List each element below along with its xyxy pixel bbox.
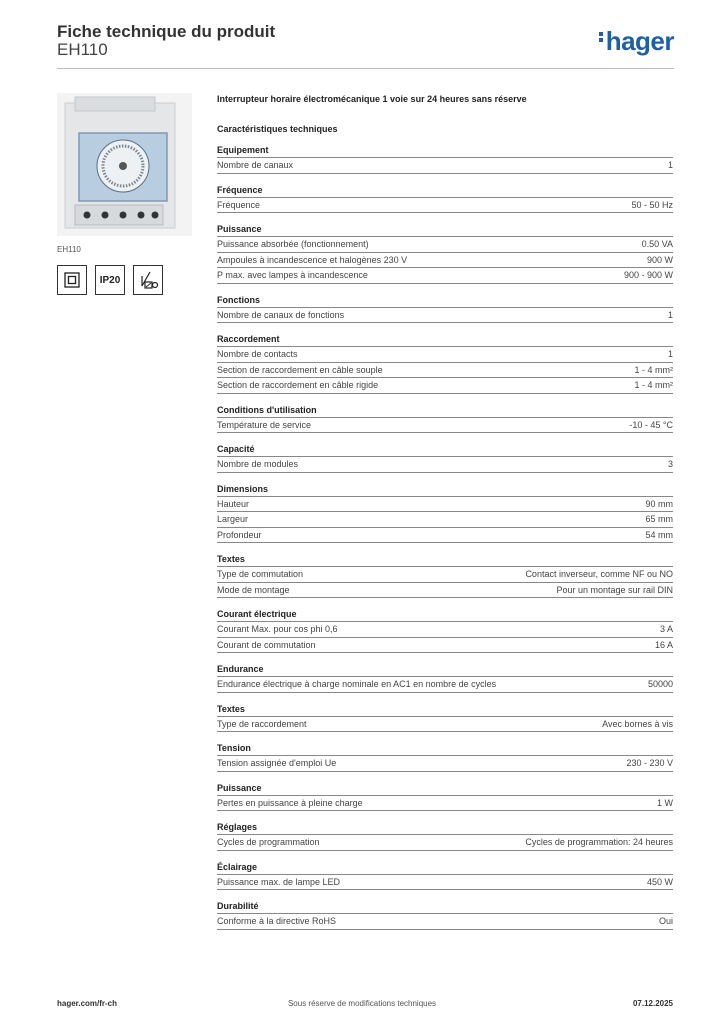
footer-website[interactable]: hager.com/fr-ch: [57, 999, 118, 1008]
spec-row: [217, 796, 673, 812]
spec-value: 450 W: [646, 876, 673, 887]
spec-value: 230 - 230 V: [626, 758, 673, 768]
footer-date: 07.12.2025: [632, 999, 673, 1008]
spec-row: [217, 512, 673, 528]
spec-section: [217, 295, 673, 324]
spec-value: 900 - 900 W: [623, 270, 673, 280]
spec-value: 50 - 50 Hz: [631, 199, 673, 210]
section-title: Réglages: [217, 822, 673, 835]
section-title: Éclairage: [217, 862, 673, 875]
spec-value: 1 - 4 mm²: [634, 380, 673, 390]
spec-label: P max. avec lampes à incandescence: [217, 270, 368, 280]
spec-section: [217, 862, 673, 891]
spec-value: 1: [667, 349, 673, 359]
spec-section: [217, 145, 673, 174]
spec-section: [217, 704, 673, 733]
spec-label: Cycles de programmation: [217, 837, 320, 847]
spec-row: [217, 756, 673, 772]
spec-row: [217, 347, 673, 363]
spec-value: 1: [667, 309, 673, 320]
spec-section: [217, 405, 673, 434]
spec-section: [217, 185, 673, 214]
spec-section: [217, 901, 673, 930]
spec-heading: Caractéristiques techniques: [217, 124, 338, 134]
spec-section: [217, 664, 673, 693]
section-title: Puissance: [217, 224, 673, 237]
spec-value: -10 - 45 °C: [629, 419, 673, 430]
spec-section: [217, 334, 673, 394]
section-title: Courant électrique: [217, 609, 673, 622]
hager-logo: [599, 26, 674, 57]
spec-value: 50000: [647, 679, 673, 689]
spec-label: Courant Max. pour cos phi 0,6: [217, 624, 338, 634]
section-title: Fonctions: [217, 295, 673, 308]
spec-section: [217, 783, 673, 812]
section-title: Durabilité: [217, 901, 673, 914]
section-title: Capacité: [217, 444, 673, 457]
spec-section: [217, 484, 673, 544]
spec-value: 1 - 4 mm²: [634, 364, 673, 375]
section-title: Conditions d'utilisation: [217, 405, 673, 418]
manual-switch-icon: [133, 265, 163, 295]
spec-sections: [217, 145, 673, 930]
spec-row: [217, 567, 673, 583]
spec-row: [217, 497, 673, 513]
page-title: Fiche technique du produit: [57, 22, 276, 41]
spec-row: [217, 308, 673, 324]
spec-section: [217, 822, 673, 851]
spec-value: Pour un montage sur rail DIN: [556, 584, 673, 595]
spec-row: [217, 638, 673, 654]
spec-label: Hauteur: [217, 498, 250, 509]
spec-section: [217, 224, 673, 284]
spec-section: [217, 444, 673, 473]
spec-row: [217, 158, 673, 174]
spec-value: Oui: [658, 916, 673, 926]
section-title: Textes: [217, 704, 673, 717]
spec-label: Nombre de modules: [217, 459, 299, 469]
spec-value: 0.50 VA: [641, 239, 673, 249]
image-caption: EH110: [57, 245, 81, 254]
spec-row: [217, 875, 673, 891]
spec-value: 900 W: [646, 254, 673, 265]
spec-row: [217, 835, 673, 851]
spec-value: 3: [667, 459, 673, 469]
spec-label: Profondeur: [217, 529, 262, 540]
spec-content: [217, 94, 673, 930]
section-title: Equipement: [217, 145, 673, 158]
spec-label: Fréquence: [217, 199, 261, 210]
spec-row: [217, 363, 673, 379]
section-title: Raccordement: [217, 334, 673, 347]
spec-section: [217, 554, 673, 598]
section-title: Puissance: [217, 783, 673, 796]
spec-value: 65 mm: [645, 514, 673, 524]
spec-section: [217, 609, 673, 653]
spec-row: [217, 583, 673, 599]
header-divider: [57, 68, 674, 69]
spec-row: [217, 677, 673, 693]
double-insulation-icon: [57, 265, 87, 295]
spec-row: [217, 914, 673, 930]
spec-row: [217, 622, 673, 638]
spec-value: Contact inverseur, comme NF ou NO: [525, 569, 673, 579]
spec-row: [217, 253, 673, 269]
product-image: [57, 93, 192, 236]
section-title: Tension: [217, 743, 673, 756]
spec-label: Nombre de canaux: [217, 160, 294, 170]
product-reference: EH110: [57, 40, 108, 59]
spec-label: Tension assignée d'emploi Ue: [217, 758, 337, 768]
spec-label: Type de commutation: [217, 569, 304, 579]
logo-dots-icon: [599, 30, 604, 44]
section-title: Dimensions: [217, 484, 673, 497]
spec-label: Type de raccordement: [217, 718, 307, 729]
spec-label: Conforme à la directive RoHS: [217, 916, 337, 926]
spec-row: [217, 457, 673, 473]
spec-value: 90 mm: [645, 498, 673, 509]
spec-row: [217, 237, 673, 253]
spec-label: Ampoules à incandescence et halogènes 230 V: [217, 254, 408, 265]
section-title: Fréquence: [217, 185, 673, 198]
spec-label: Endurance électrique à charge nominale en AC1 en nombre de cycles: [217, 679, 497, 689]
section-title: Endurance: [217, 664, 673, 677]
spec-label: Section de raccordement en câble rigide: [217, 380, 379, 390]
spec-value: 1: [667, 160, 673, 170]
ip20-icon: [95, 265, 125, 295]
spec-row: [217, 528, 673, 544]
spec-label: Mode de montage: [217, 584, 290, 595]
spec-value: 3 A: [659, 624, 673, 634]
spec-value: 16 A: [654, 639, 673, 650]
spec-row: [217, 268, 673, 284]
spec-label: Largeur: [217, 514, 249, 524]
spec-label: Nombre de contacts: [217, 349, 298, 359]
footer-notice: Sous réserve de modifications techniques: [287, 999, 437, 1008]
spec-value: Cycles de programmation: 24 heures: [525, 837, 673, 847]
section-title: Textes: [217, 554, 673, 567]
product-description: Interrupteur horaire électromécanique 1 voie sur 24 heures sans réserve: [217, 94, 527, 104]
spec-value: Avec bornes à vis: [602, 718, 673, 729]
spec-section: [217, 743, 673, 772]
spec-value: 1 W: [656, 797, 673, 808]
spec-label: Température de service: [217, 419, 312, 430]
spec-row: [217, 717, 673, 733]
spec-label: Section de raccordement en câble souple: [217, 364, 383, 375]
logo-text: hager: [605, 26, 674, 56]
spec-label: Nombre de canaux de fonctions: [217, 309, 345, 320]
spec-label: Puissance max. de lampe LED: [217, 876, 341, 887]
spec-row: [217, 198, 673, 214]
spec-label: Puissance absorbée (fonctionnement): [217, 239, 369, 249]
spec-row: [217, 378, 673, 394]
spec-label: Pertes en puissance à pleine charge: [217, 797, 363, 808]
spec-row: [217, 418, 673, 434]
spec-label: Courant de commutation: [217, 639, 316, 650]
spec-value: 54 mm: [645, 529, 673, 540]
ip20-label: IP20: [99, 274, 121, 286]
